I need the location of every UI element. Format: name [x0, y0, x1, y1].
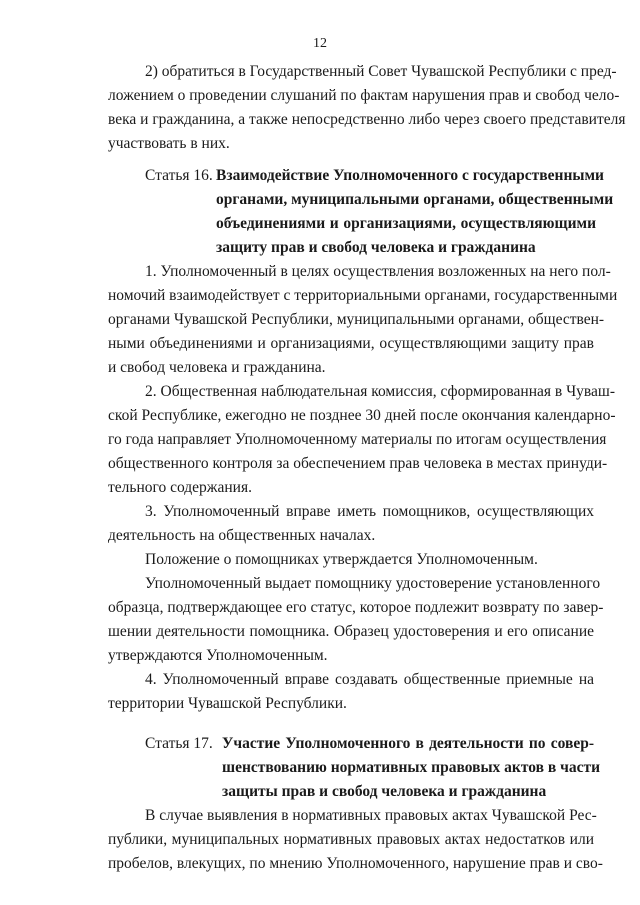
- paragraph-line: образца, подтверждающее его статус, которое подлежит возврату по завер-: [108, 599, 604, 616]
- paragraph-line: органами Чувашской Республики, муниципальными органами, обществен-: [108, 311, 605, 328]
- paragraph-line: 3. Уполномоченный вправе иметь помощников, осуществляющих: [145, 503, 594, 520]
- paragraph-line: шении деятельности помощника. Образец удостоверения и его описание: [108, 623, 594, 640]
- paragraph-line: публики, муниципальных нормативных правовых актах недостатков или: [108, 831, 594, 848]
- paragraph-line: номочий взаимодействует с территориальными органами, государственными: [108, 287, 618, 304]
- intro-line: 2) обратиться в Государственный Совет Чувашской Республики с пред-: [145, 63, 617, 80]
- article-16-label: Статья 16.: [145, 167, 213, 184]
- paragraph-line: го года направляет Уполномоченному материалы по итогам осуществления: [108, 431, 607, 448]
- article-17-heading-line: Участие Уполномоченного в деятельности по совер-: [222, 735, 594, 752]
- paragraph-line: Положение о помощниках утверждается Уполномоченным.: [145, 551, 538, 568]
- paragraph-line: 2. Общественная наблюдательная комиссия, сформированная в Чуваш-: [145, 383, 616, 400]
- paragraph-line: территории Чувашской Республики.: [108, 695, 347, 712]
- article-16-heading-line: органами, муниципальными органами, общественными: [216, 191, 614, 208]
- article-17-heading-line: защиты прав и свобод человека и гражданина: [222, 783, 547, 800]
- paragraph-line: деятельность на общественных началах.: [108, 527, 376, 544]
- page-number: 12: [313, 36, 327, 51]
- paragraph-line: пробелов, влекущих, по мнению Уполномоченного, нарушение прав и сво-: [108, 855, 603, 872]
- paragraph-line: 1. Уполномоченный в целях осуществления возложенных на него пол-: [145, 263, 611, 280]
- article-17-label: Статья 17.: [145, 735, 213, 752]
- intro-line: ложением о проведении слушаний по фактам нарушения прав и свобод чело-: [108, 87, 620, 104]
- intro-line: века и гражданина, а также непосредственно либо через своего представителя: [108, 111, 626, 128]
- paragraph-line: и свобод человека и гражданина.: [108, 359, 326, 376]
- article-17-heading-line: шенствованию нормативных правовых актов в части: [222, 759, 601, 776]
- paragraph-line: Уполномоченный выдает помощнику удостоверение установленного: [145, 575, 601, 592]
- paragraph-line: общественного контроля за обеспечением прав человека в местах принуди-: [108, 455, 608, 472]
- paragraph-line: ской Республике, ежегодно не позднее 30 дней после окончания календарно-: [108, 407, 616, 424]
- paragraph-line: ными объединениями и организациями, осуществляющими защиту прав: [108, 335, 594, 352]
- article-16-heading-line: защиту прав и свобод человека и гражданина: [216, 239, 536, 256]
- paragraph-line: тельного содержания.: [108, 479, 252, 496]
- paragraph-line: утверждаются Уполномоченным.: [108, 647, 328, 664]
- intro-line: участвовать в них.: [108, 135, 230, 152]
- article-16-heading-line: объединениями и организациями, осуществляющими: [216, 215, 596, 232]
- paragraph-line: В случае выявления в нормативных правовых актах Чувашской Рес-: [145, 807, 597, 824]
- paragraph-line: 4. Уполномоченный вправе создавать общественные приемные на: [145, 671, 594, 688]
- article-16-heading-line: Взаимодействие Уполномоченного с государственными: [216, 167, 604, 184]
